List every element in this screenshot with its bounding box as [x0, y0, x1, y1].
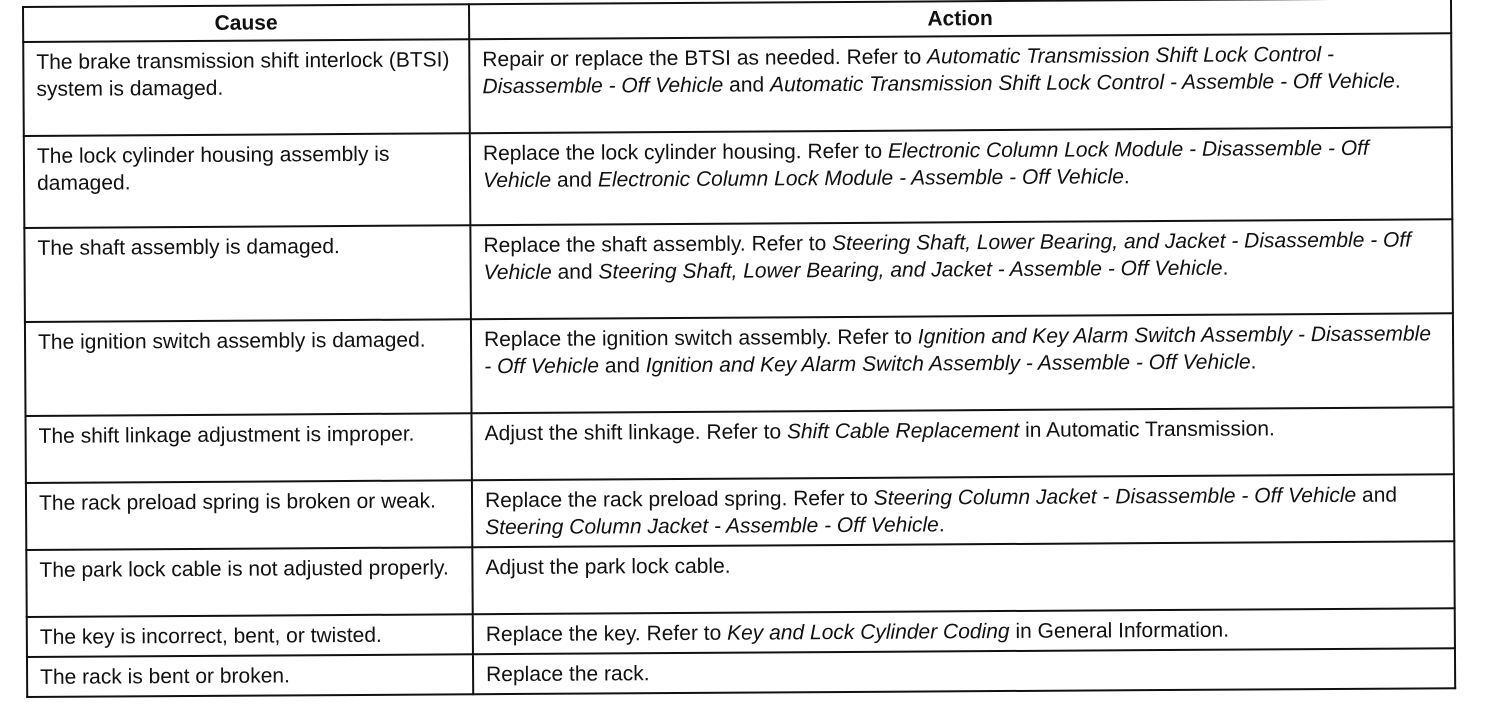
- action-text-segment: in General Information.: [1009, 618, 1230, 643]
- action-text-segment: Ignition and Key Alarm Switch Assembly - Assemble - Off Vehicle: [645, 350, 1251, 378]
- table-row: [24, 219, 1453, 322]
- cause-cell: The ignition switch assembly is damaged.: [25, 319, 472, 416]
- action-text-segment: and: [551, 168, 598, 192]
- action-cell: [471, 313, 1454, 413]
- cause-cell: The rack preload spring is broken or weak.: [26, 480, 472, 550]
- action-text-segment: and: [551, 260, 599, 284]
- cause-cell: The park lock cable is not adjusted properly.: [26, 547, 472, 617]
- cause-column-header: Cause: [23, 4, 469, 42]
- action-cell: [471, 407, 1453, 480]
- action-text-segment: Replace the rack preload spring. Refer to: [484, 486, 874, 513]
- action-cell: [470, 219, 1453, 319]
- action-text-segment: in Automatic Transmission.: [1019, 417, 1275, 442]
- action-text-segment: Automatic Transmission Shift Lock Control - Disassemble - Off Vehicle: [482, 42, 1335, 99]
- action-cell: [472, 474, 1454, 547]
- action-text-segment: Replace the rack.: [486, 662, 650, 687]
- action-text-segment: Ignition and Key Alarm Switch Assembly - Disassemble - Off Vehicle: [484, 322, 1432, 379]
- action-text-segment: and: [1356, 483, 1398, 507]
- action-text-segment: .: [938, 513, 945, 537]
- action-text-segment: Key and Lock Cylinder Coding: [727, 619, 1010, 645]
- action-text-segment: Replace the shaft assembly. Refer to: [483, 232, 833, 258]
- action-text-segment: .: [1123, 165, 1130, 189]
- action-text-segment: and: [723, 73, 771, 97]
- action-text-segment: Steering Shaft, Lower Bearing, and Jacket - Disassemble - Off Vehicle: [483, 228, 1412, 285]
- action-text-segment: Repair or replace the BTSI as needed. Refer to: [482, 45, 928, 72]
- action-text-segment: Adjust the park lock cable.: [485, 554, 731, 580]
- table-row: [24, 127, 1453, 228]
- action-text-segment: Electronic Column Lock Module - Disassemble - Off Vehicle: [483, 136, 1369, 193]
- action-text-segment: Steering Shaft, Lower Bearing, and Jacket - Assemble - Off Vehicle: [598, 256, 1223, 284]
- action-text-segment: Adjust the shift linkage. Refer to: [484, 420, 788, 446]
- cause-cell: The rack is bent or broken.: [27, 654, 473, 697]
- table-row: [27, 648, 1455, 697]
- action-cell: [473, 608, 1455, 654]
- action-text-segment: Shift Cable Replacement: [786, 418, 1020, 444]
- action-cell: [469, 33, 1452, 133]
- cause-cell: The brake transmission shift interlock (BTSI) system is damaged.: [23, 39, 470, 136]
- action-cell: [472, 541, 1454, 614]
- action-text-segment: and: [598, 354, 646, 378]
- action-text-segment: .: [1250, 350, 1257, 374]
- diagnostic-table: [22, 0, 1456, 698]
- action-cell: [470, 127, 1453, 225]
- action-text-segment: Steering Column Jacket - Assemble - Off Vehicle: [485, 513, 939, 540]
- cause-cell: The shift linkage adjustment is improper.: [26, 413, 472, 483]
- action-text-segment: Electronic Column Lock Module - Assemble - Off Vehicle: [597, 165, 1124, 192]
- cause-cell: The shaft assembly is damaged.: [24, 225, 471, 322]
- action-text-segment: Replace the key. Refer to: [485, 621, 728, 647]
- cause-cell: The lock cylinder housing assembly is damaged.: [24, 133, 471, 228]
- table-row: [25, 313, 1454, 416]
- action-text-segment: Steering Column Jacket - Disassemble - Off Vehicle: [873, 483, 1357, 510]
- table-row: [23, 33, 1452, 136]
- action-cell: [473, 648, 1455, 694]
- action-text-segment: .: [1222, 256, 1229, 280]
- table-body: [23, 33, 1455, 697]
- action-text-segment: .: [1394, 69, 1401, 93]
- action-text-segment: Automatic Transmission Shift Lock Control - Assemble - Off Vehicle: [769, 69, 1395, 97]
- table-row: [26, 474, 1454, 550]
- action-text-segment: Replace the ignition switch assembly. Refer to: [483, 325, 918, 352]
- cause-cell: The key is incorrect, bent, or twisted.: [27, 614, 473, 657]
- table-row: [26, 407, 1454, 483]
- action-column-header: Action: [469, 0, 1451, 39]
- table-row: [26, 541, 1454, 617]
- action-text-segment: Replace the lock cylinder housing. Refer to: [482, 139, 889, 166]
